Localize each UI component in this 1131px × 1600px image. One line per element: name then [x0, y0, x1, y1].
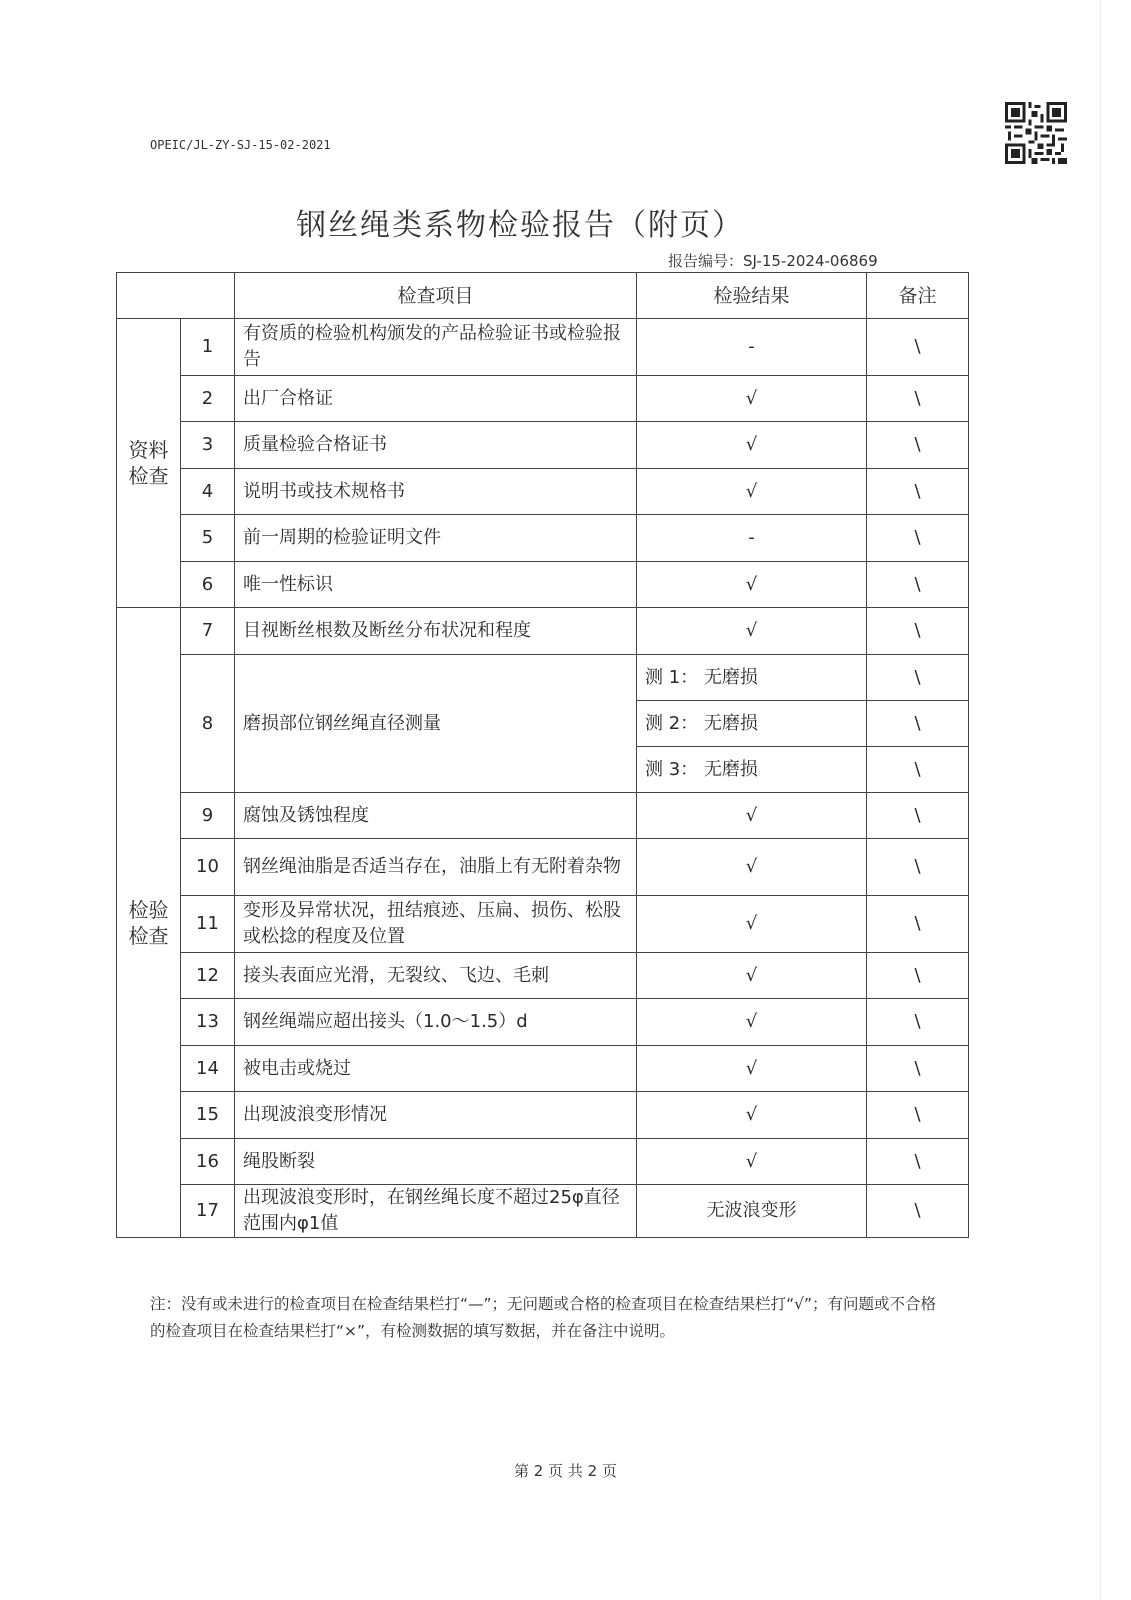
table-row	[117, 793, 969, 839]
row-item: 腐蚀及锈蚀程度	[235, 793, 637, 839]
row-result: √	[637, 469, 867, 515]
section-inspection-check: 检验 检查	[117, 608, 181, 1238]
row-number: 2	[181, 376, 235, 422]
row-item: 变形及异常状况，扭结痕迹、压扁、损伤、松股或松捻的程度及位置	[235, 896, 637, 953]
row-result: √	[637, 376, 867, 422]
table-row	[117, 896, 969, 953]
table-row	[117, 422, 969, 469]
row-number: 14	[181, 1046, 235, 1092]
table-header-row	[117, 273, 969, 319]
row-item: 绳股断裂	[235, 1139, 637, 1185]
row-item: 唯一性标识	[235, 562, 637, 608]
header-result: 检验结果	[637, 273, 867, 319]
table-row	[117, 1139, 969, 1185]
row-remark: \	[867, 953, 969, 999]
row-remark: \	[867, 608, 969, 655]
row-remark: \	[867, 793, 969, 839]
row-result: √	[637, 953, 867, 999]
row-result: √	[637, 608, 867, 655]
row-result: √	[637, 562, 867, 608]
row-remark: \	[867, 1139, 969, 1185]
row-result: √	[637, 896, 867, 953]
table-row	[117, 376, 969, 422]
row-result: √	[637, 1092, 867, 1139]
row-result: √	[637, 793, 867, 839]
table-row	[117, 319, 969, 376]
row-remark: \	[867, 839, 969, 896]
row-remark: \	[867, 655, 969, 701]
header-remark: 备注	[867, 273, 969, 319]
row-item: 接头表面应光滑，无裂纹、飞边、毛刺	[235, 953, 637, 999]
row-number: 10	[181, 839, 235, 896]
row-number: 12	[181, 953, 235, 999]
report-number-value: SJ-15-2024-06869	[743, 252, 878, 270]
table-row	[117, 655, 969, 701]
row-item: 钢丝绳油脂是否适当存在，油脂上有无附着杂物	[235, 839, 637, 896]
row-remark: \	[867, 422, 969, 469]
report-number-label: 报告编号：	[668, 252, 744, 270]
table-row	[117, 608, 969, 655]
row-remark: \	[867, 999, 969, 1046]
row-item: 质量检验合格证书	[235, 422, 637, 469]
row-sub-result: 测 2： 无磨损	[637, 701, 867, 747]
table-row	[117, 562, 969, 608]
table-row	[117, 1185, 969, 1238]
row-item: 说明书或技术规格书	[235, 469, 637, 515]
row-number: 6	[181, 562, 235, 608]
row-number: 5	[181, 515, 235, 562]
row-number: 15	[181, 1092, 235, 1139]
row-item: 被电击或烧过	[235, 1046, 637, 1092]
report-number	[668, 250, 878, 271]
row-result: √	[637, 999, 867, 1046]
row-sub-result: 测 1： 无磨损	[637, 655, 867, 701]
scan-edge-line	[1100, 0, 1101, 1600]
row-remark: \	[867, 469, 969, 515]
row-item: 有资质的检验机构颁发的产品检验证书或检验报告	[235, 319, 637, 376]
footnote: 注：没有或未进行的检查项目在检查结果栏打“—”；无问题或合格的检查项目在检查结果栏打“√”；有问题或不合格的检查项目在检查结果栏打“×”，有检测数据的填写数据，并在备注中说明。	[150, 1295, 937, 1340]
row-number: 1	[181, 319, 235, 376]
row-result: √	[637, 1046, 867, 1092]
row-remark: \	[867, 747, 969, 793]
table-row	[117, 999, 969, 1046]
row-sub-result: 测 3： 无磨损	[637, 747, 867, 793]
inspection-table	[116, 272, 969, 1238]
row-item: 出现波浪变形时，在钢丝绳长度不超过25φ直径范围内φ1值	[235, 1185, 637, 1238]
row-result: -	[637, 319, 867, 376]
row-item: 钢丝绳端应超出接头（1.0～1.5）d	[235, 999, 637, 1046]
row-number: 13	[181, 999, 235, 1046]
table-row	[117, 839, 969, 896]
row-number: 16	[181, 1139, 235, 1185]
section-documents-check: 资料 检查	[117, 319, 181, 608]
row-result: -	[637, 515, 867, 562]
row-number: 4	[181, 469, 235, 515]
row-result: √	[637, 422, 867, 469]
row-number: 8	[181, 655, 235, 793]
row-item: 前一周期的检验证明文件	[235, 515, 637, 562]
row-remark: \	[867, 1092, 969, 1139]
row-remark: \	[867, 1046, 969, 1092]
table-row	[117, 1092, 969, 1139]
header-item: 检查项目	[235, 273, 637, 319]
table-row	[117, 1046, 969, 1092]
table-row	[117, 953, 969, 999]
row-remark: \	[867, 896, 969, 953]
row-item: 出现波浪变形情况	[235, 1092, 637, 1139]
document-code: OPEIC/JL-ZY-SJ-15-02-2021	[150, 138, 331, 152]
row-remark: \	[867, 376, 969, 422]
row-result: √	[637, 839, 867, 896]
row-result: 无波浪变形	[637, 1185, 867, 1238]
row-number: 17	[181, 1185, 235, 1238]
row-item: 出厂合格证	[235, 376, 637, 422]
row-number: 11	[181, 896, 235, 953]
row-remark: \	[867, 562, 969, 608]
table-row	[117, 469, 969, 515]
row-remark: \	[867, 701, 969, 747]
row-remark: \	[867, 319, 969, 376]
page-title: 钢丝绳类系物检验报告（附页）	[296, 208, 744, 243]
qr-code-icon	[1005, 102, 1067, 164]
row-remark: \	[867, 1185, 969, 1238]
row-result: √	[637, 1139, 867, 1185]
row-remark: \	[867, 515, 969, 562]
header-blank-cell	[117, 273, 235, 319]
row-number: 7	[181, 608, 235, 655]
page-number: 第 2 页 共 2 页	[514, 1462, 617, 1480]
row-number: 3	[181, 422, 235, 469]
row-item: 目视断丝根数及断丝分布状况和程度	[235, 608, 637, 655]
row-item: 磨损部位钢丝绳直径测量	[235, 655, 637, 793]
row-number: 9	[181, 793, 235, 839]
table-row	[117, 515, 969, 562]
